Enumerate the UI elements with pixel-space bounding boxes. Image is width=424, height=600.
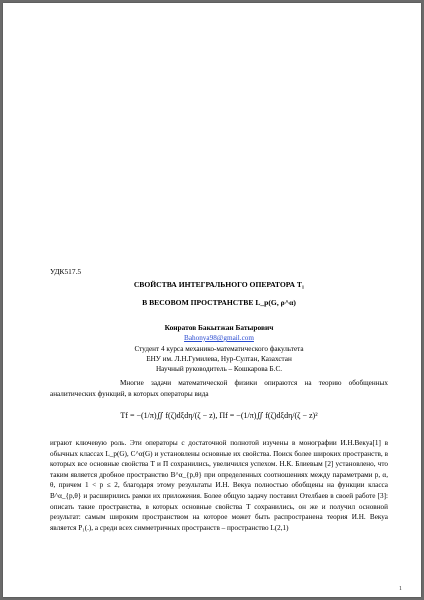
- page-number: 1: [399, 586, 402, 592]
- affiliation-line-2: ЕНУ им. Л.Н.Гумилева, Нур-Султан, Казахстан: [146, 355, 292, 363]
- author-email-link[interactable]: Bahonya98@gmail.com: [184, 334, 254, 342]
- body-paragraph: играют ключевую роль. Эти операторы с достаточной полнотой изучены в монографии И.Н.Векуа[1] в обычных классах L_p(G), C^α(G) и установлены основные их свойства. Поиск более широких пространств, в которых все основные свойства T и Π сохранились, увеличился успехом. Н.К. Блиевым [2] установлено, что таким является дробное пространство B^α_{p,θ} при определенных соотношениях между параметрами p, α, θ, причем 1 < p ≤ 2, благодаря этому результаты И.Н. Векуа полностью обобщены на функции класса B^α_{p,θ} и расширились рамки их приложения. Более общую задачу поставил Отелбаев в своей работе [3]: описать такие пространства, в которых основные свойства T сохранились, он же и получил основной результат: самым широким пространством на которое может быть распространена теория И.Н. Векуа является P₁(.), а среди всех симметричных пространств – пространство L(2,1): [50, 439, 388, 532]
- udk-code: УДК517.5: [50, 267, 82, 276]
- integral-operator-formula: Tf = −(1/π)∬ f(ζ)dξdη/(ζ − z), Πf = −(1/π)∬ f(ζ)dξdη/(ζ − z)²: [120, 411, 318, 420]
- supervisor-line: Научный руководитель – Кошкарова Б.С.: [155, 365, 283, 373]
- affiliation-line-1: Студент 4 курса механико-математического факультета: [134, 345, 304, 353]
- intro-paragraph: Многие задачи математической физики опираются на теорию обобщенных аналитических функций, в которых операторы вида: [50, 379, 388, 398]
- title-line-2: В ВЕСОВОМ ПРОСТРАНСТВЕ L_p(G, ρ^α): [142, 298, 296, 307]
- author-name: Конратов Бакытжан Батырович: [164, 323, 274, 332]
- title-line-1: СВОЙСТВА ИНТЕГРАЛЬНОГО ОПЕРАТОРА T₁: [133, 280, 305, 289]
